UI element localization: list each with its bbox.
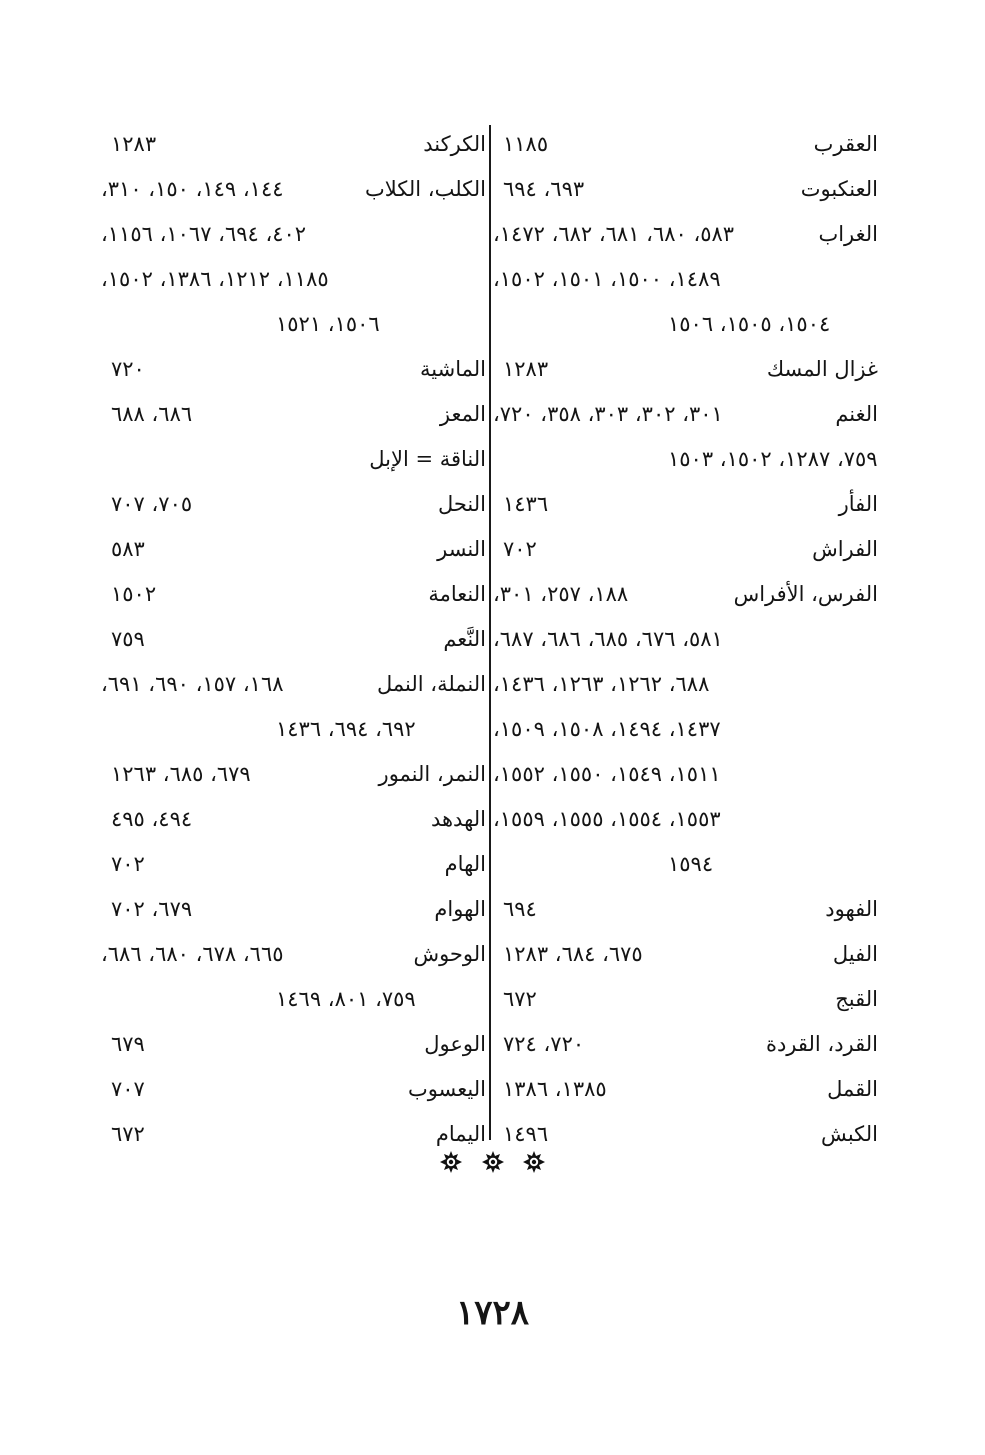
- index-page-refs: ١٥١١، ١٥٤٩، ١٥٥٠، ١٥٥٢،: [493, 762, 721, 786]
- index-entry: [101, 617, 486, 662]
- index-entry: [493, 527, 878, 572]
- index-entry: [493, 1022, 878, 1067]
- index-entry: [493, 437, 878, 482]
- index-page-refs: ١٤٣٦: [503, 492, 549, 516]
- index-entry: [493, 482, 878, 527]
- index-term: الماشية: [420, 357, 486, 381]
- section-end-ornaments: [0, 1150, 985, 1178]
- index-page-refs: ٥٨١، ٦٧٦، ٦٨٥، ٦٨٦، ٦٨٧،: [493, 627, 723, 651]
- index-page-refs: ٦٩٤: [503, 897, 537, 921]
- index-page-refs: ٦٧٩، ٦٨٥، ١٢٦٣: [111, 762, 251, 786]
- index-page-refs: ١٥٠٢: [111, 582, 157, 606]
- index-term: الهوام: [434, 897, 486, 921]
- index-entry: [493, 167, 878, 212]
- index-term: القمل: [827, 1077, 878, 1101]
- index-page-refs: ١٤٣٧، ١٤٩٤، ١٥٠٨، ١٥٠٩،: [493, 717, 721, 741]
- index-column-left: [101, 122, 486, 1157]
- index-entry: [493, 932, 878, 977]
- index-term: القرد، القردة: [765, 1032, 878, 1056]
- index-term: النحل: [437, 492, 486, 516]
- index-entry: [101, 1022, 486, 1067]
- index-page-refs: ١٢٨٣: [503, 357, 549, 381]
- index-page-refs: ١٤٤، ١٤٩، ١٥٠، ٣١٠،: [101, 177, 284, 201]
- index-entry: [101, 932, 486, 977]
- index-term: الفأر: [838, 492, 878, 516]
- index-term: الهدهد: [430, 807, 486, 831]
- index-page-refs: ١٣٨٥، ١٣٨٦: [503, 1077, 607, 1101]
- index-page-refs: ١١٨٥، ١٢١٢، ١٣٨٦، ١٥٠٢،: [101, 267, 329, 291]
- index-page-refs: ٧٢٠، ٧٢٤: [503, 1032, 585, 1056]
- index-entry: [493, 617, 878, 662]
- index-entry: [493, 662, 878, 707]
- flower-ornament-icon: [481, 1150, 505, 1174]
- index-entry: [101, 887, 486, 932]
- index-entry: [101, 392, 486, 437]
- index-page-refs: ١٤٨٩، ١٥٠٠، ١٥٠١، ١٥٠٢،: [493, 267, 721, 291]
- index-page-refs: ٧٥٩، ٨٠١، ١٤٦٩: [276, 987, 416, 1011]
- index-entry: [493, 122, 878, 167]
- index-entry: [493, 707, 878, 752]
- index-term: اليمام: [435, 1122, 486, 1146]
- index-entry: [493, 212, 878, 257]
- index-page-refs: ١٥٩٤: [668, 852, 714, 876]
- index-term: الفهود: [825, 897, 878, 921]
- index-term: الوحوش: [413, 942, 486, 966]
- index-term: الفراش: [812, 537, 878, 561]
- index-entry: [101, 1067, 486, 1112]
- index-term: القبج: [835, 987, 878, 1011]
- index-page-refs: ٦٦٥، ٦٧٨، ٦٨٠، ٦٨٦،: [101, 942, 284, 966]
- index-page-refs: ٦٨٦، ٦٨٨: [111, 402, 193, 426]
- index-term: الكبش: [821, 1122, 878, 1146]
- index-column-right: [493, 122, 878, 1157]
- index-entry: [101, 167, 486, 212]
- index-page-refs: ٤٩٤، ٤٩٥: [111, 807, 193, 831]
- index-term: النملة، النمل: [377, 672, 486, 696]
- index-entry: [101, 797, 486, 842]
- index-page-refs: ٦٧٩، ٧٠٢: [111, 897, 193, 921]
- index-page-refs: ٦٩٣، ٦٩٤: [503, 177, 585, 201]
- index-page-refs: ٦٨٨، ١٢٦٢، ١٢٦٣، ١٤٣٦،: [493, 672, 710, 696]
- index-page-refs: ١٥٠٤، ١٥٠٥، ١٥٠٦: [668, 312, 831, 336]
- index-term: الغنم: [835, 402, 878, 426]
- index-term: الكركند: [423, 132, 486, 156]
- index-entry: [493, 302, 878, 347]
- index-entry: [101, 707, 486, 752]
- index-term: النعامة: [428, 582, 486, 606]
- index-entry: [493, 887, 878, 932]
- index-entry: [101, 437, 486, 482]
- index-entry: [493, 347, 878, 392]
- index-page-refs: ١٨٨، ٢٥٧، ٣٠١،: [493, 582, 629, 606]
- index-page-refs: ٦٧٩: [111, 1032, 145, 1056]
- index-page-refs: ٦٧٢: [111, 1122, 145, 1146]
- column-divider: [489, 125, 491, 1140]
- index-term: الفرس، الأفراس: [733, 582, 878, 606]
- index-term: اليعسوب: [407, 1077, 486, 1101]
- index-page-refs: ٧٠٢: [111, 852, 145, 876]
- index-page-refs: ١٤٩٦: [503, 1122, 549, 1146]
- index-term: الناقة = الإبل: [369, 447, 486, 471]
- index-page-refs: ٥٨٣: [111, 537, 145, 561]
- index-page-refs: ٦٧٥، ٦٨٤، ١٢٨٣: [503, 942, 643, 966]
- index-page-refs: ١٥٥٣، ١٥٥٤، ١٥٥٥، ١٥٥٩،: [493, 807, 721, 831]
- flower-ornament-icon: [522, 1150, 546, 1174]
- index-entry: [101, 572, 486, 617]
- index-entry: [101, 662, 486, 707]
- index-entry: [493, 797, 878, 842]
- index-entry: [493, 1067, 878, 1112]
- index-page-refs: ٧٠٧: [111, 1077, 145, 1101]
- index-entry: [101, 482, 486, 527]
- index-page-refs: ٧٥٩، ١٢٨٧، ١٥٠٢، ١٥٠٣: [668, 447, 878, 471]
- index-entry: [493, 842, 878, 887]
- index-page-refs: ١١٨٥: [503, 132, 549, 156]
- index-term: الوعول: [424, 1032, 486, 1056]
- index-page-refs: ٦٧٢: [503, 987, 537, 1011]
- index-page-refs: ٣٠١، ٣٠٢، ٣٠٣، ٣٥٨، ٧٢٠،: [493, 402, 723, 426]
- index-page-refs: ٧٢٠: [111, 357, 145, 381]
- index-page-refs: ٥٨٣، ٦٨٠، ٦٨١، ٦٨٢، ١٤٧٢،: [493, 222, 735, 246]
- index-term: الكلب، الكلاب: [365, 177, 486, 201]
- index-term: العقرب: [813, 132, 878, 156]
- index-term: الفيل: [832, 942, 878, 966]
- index-page-refs: ٦٩٢، ٦٩٤، ١٤٣٦: [276, 717, 416, 741]
- index-term: النسر: [437, 537, 486, 561]
- index-term: الغراب: [818, 222, 878, 246]
- index-entry: [101, 122, 486, 167]
- index-entry: [101, 212, 486, 257]
- index-entry: [101, 842, 486, 887]
- index-entry: [101, 977, 486, 1022]
- index-term: النمر، النمور: [378, 762, 486, 786]
- page-number: ١٧٢٨: [455, 1293, 530, 1333]
- index-term: النَّعم: [443, 627, 486, 651]
- index-entry: [493, 392, 878, 437]
- index-page-refs: ٧٥٩: [111, 627, 145, 651]
- index-term: الهام: [444, 852, 486, 876]
- index-entry: [101, 347, 486, 392]
- index-page-refs: ١٥٠٦، ١٥٢١: [276, 312, 380, 336]
- index-entry: [493, 752, 878, 797]
- index-page-refs: ٧٠٥، ٧٠٧: [111, 492, 193, 516]
- flower-ornament-icon: [439, 1150, 463, 1174]
- index-term: المعز: [439, 402, 486, 426]
- index-page-refs: ٧٠٢: [503, 537, 537, 561]
- index-entry: [101, 752, 486, 797]
- index-page-refs: ١٦٨، ١٥٧، ٦٩٠، ٦٩١،: [101, 672, 284, 696]
- index-entry: [493, 977, 878, 1022]
- index-term: غزال المسك: [766, 357, 878, 381]
- index-entry: [493, 257, 878, 302]
- index-entry: [101, 527, 486, 572]
- index-entry: [101, 257, 486, 302]
- index-entry: [493, 572, 878, 617]
- index-page-refs: ٤٠٢، ٦٩٤، ١٠٦٧، ١١٥٦،: [101, 222, 307, 246]
- index-entry: [101, 302, 486, 347]
- index-page-refs: ١٢٨٣: [111, 132, 157, 156]
- index-term: العنكبوت: [800, 177, 878, 201]
